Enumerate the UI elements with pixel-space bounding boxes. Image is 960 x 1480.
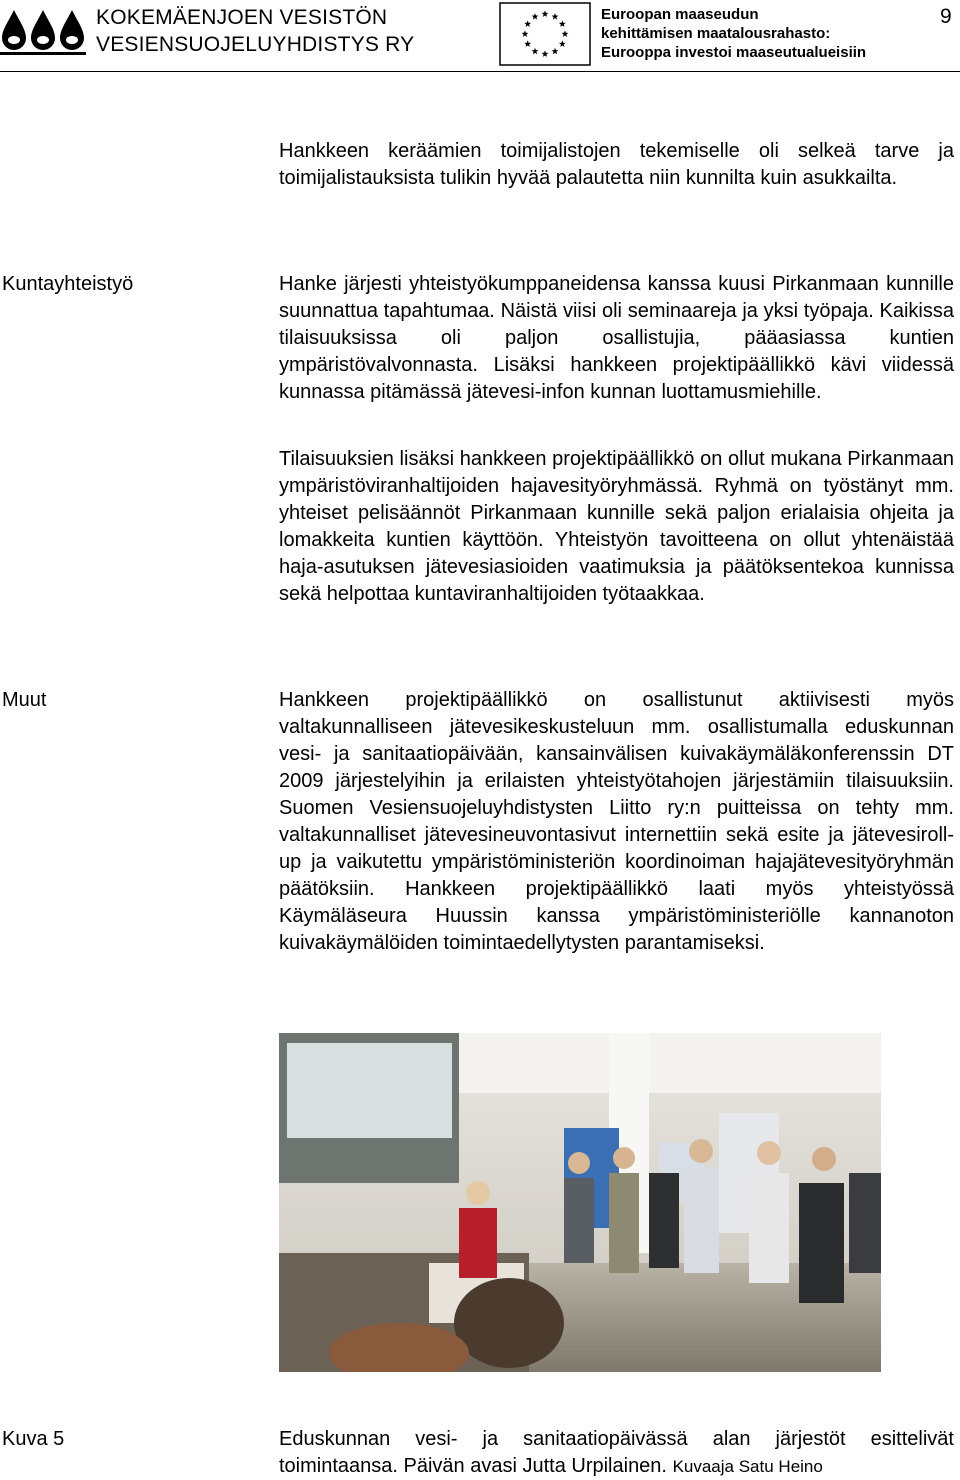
section-label-muut: Muut: [2, 689, 47, 711]
water-drops-logo-icon: [0, 4, 86, 60]
organization-name: [96, 4, 414, 58]
eu-funding-text: [601, 5, 866, 62]
section-label-kuntayhteistyo: Kuntayhteistyö: [2, 273, 134, 295]
figure-label: Kuva 5: [2, 1428, 65, 1450]
photo-credit: Kuvaaja Satu Heino: [672, 1457, 823, 1476]
org-name-line2: VESIENSUOJELUYHDISTYS RY: [96, 33, 415, 56]
figure-caption: [279, 1426, 954, 1480]
page-header: [0, 0, 960, 72]
eu-flag-icon: [499, 2, 591, 66]
eu-text-line1: Euroopan maaseudun: [601, 6, 759, 23]
event-photo-icon: [279, 1033, 881, 1372]
kunta-paragraph-1: Hanke järjesti yhteistyökumppaneidensa kanssa kuusi Pirkanmaan kunnille suunnattua tapahtumaa. Näistä viisi oli seminaareja ja yksi työpaja. Kaikissa tilaisuuksissa oli paljon osallistujia, pääasiassa kuntien ympäristövalvonnasta. Lisäksi hankkeen projektipäällikkö kävi viidessä kunnassa pitämässä jätevesi-infon kunnan luottamusmiehille.: [279, 273, 954, 403]
intro-paragraph: Hankkeen keräämien toimijalistojen tekemiselle oli selkeä tarve ja toimijalistauksista tulikin hyvää palautetta niin kunnilta kuin asukkailta.: [279, 140, 954, 189]
kunta-paragraph-2: Tilaisuuksien lisäksi hankkeen projektipäällikkö on ollut mukana Pirkanmaan ympäristöviranhaltijoiden hajavesityöryhmässä. Ryhmä on työstänyt mm. yhteiset pelisäännöt Pirkanmaan kunnille sekä paljon erialaisia ohjeita ja lomakkeita kuntien käyttöön. Yhteistyön tavoitteena on ollut yhtenäistää haja-asutuksen jätevesiasioiden vaatimuksia ja päätöksentekoa kunnissa sekä helpottaa kuntaviranhaltijoiden työtaakkaa.: [279, 448, 954, 605]
eu-text-line3: Eurooppa investoi maaseutualueisiin: [601, 44, 867, 61]
eu-text-line2: kehittämisen maatalousrahasto:: [601, 25, 831, 42]
figure-caption-text: Eduskunnan vesi- ja sanitaatiopäivässä alan järjestöt esittelivät toimintaansa. Päivän avasi Jutta Urpilainen.: [279, 1428, 954, 1477]
muut-paragraph: Hankkeen projektipäällikkö on osallistunut aktiivisesti myös valtakunnalliseen jätevesikeskusteluun mm. osallistumalla eduskunnan vesi- ja sanitaatiopäivään, kansainvälisen kuivakäymäläkonferenssin DT 2009 järjestelyihin ja erilaisten yhteistyötahojen järjestämiin tilaisuuksiin. Suomen Vesiensuojeluyhdistysten Liitto ry:n puitteissa on tehty mm. valtakunnalliset jätevesineuvontasivut internettiin sekä esite ja jätevesiroll-up ja vaikutettu ympäristöministeriön koordinoiman hajajätevesityöryhmän päätöksiin. Hankkeen projektipäällikkö laati myös yhteistyössä Käymäläseura Huussin kanssa ympäristöministeriölle kannanoton kuivakäymälöiden toimintaedellytysten parantamiseksi.: [279, 689, 954, 954]
page-number: 9: [940, 5, 952, 28]
header-divider: [0, 71, 960, 72]
org-name-line1: KOKEMÄENJOEN VESISTÖN: [96, 6, 388, 29]
